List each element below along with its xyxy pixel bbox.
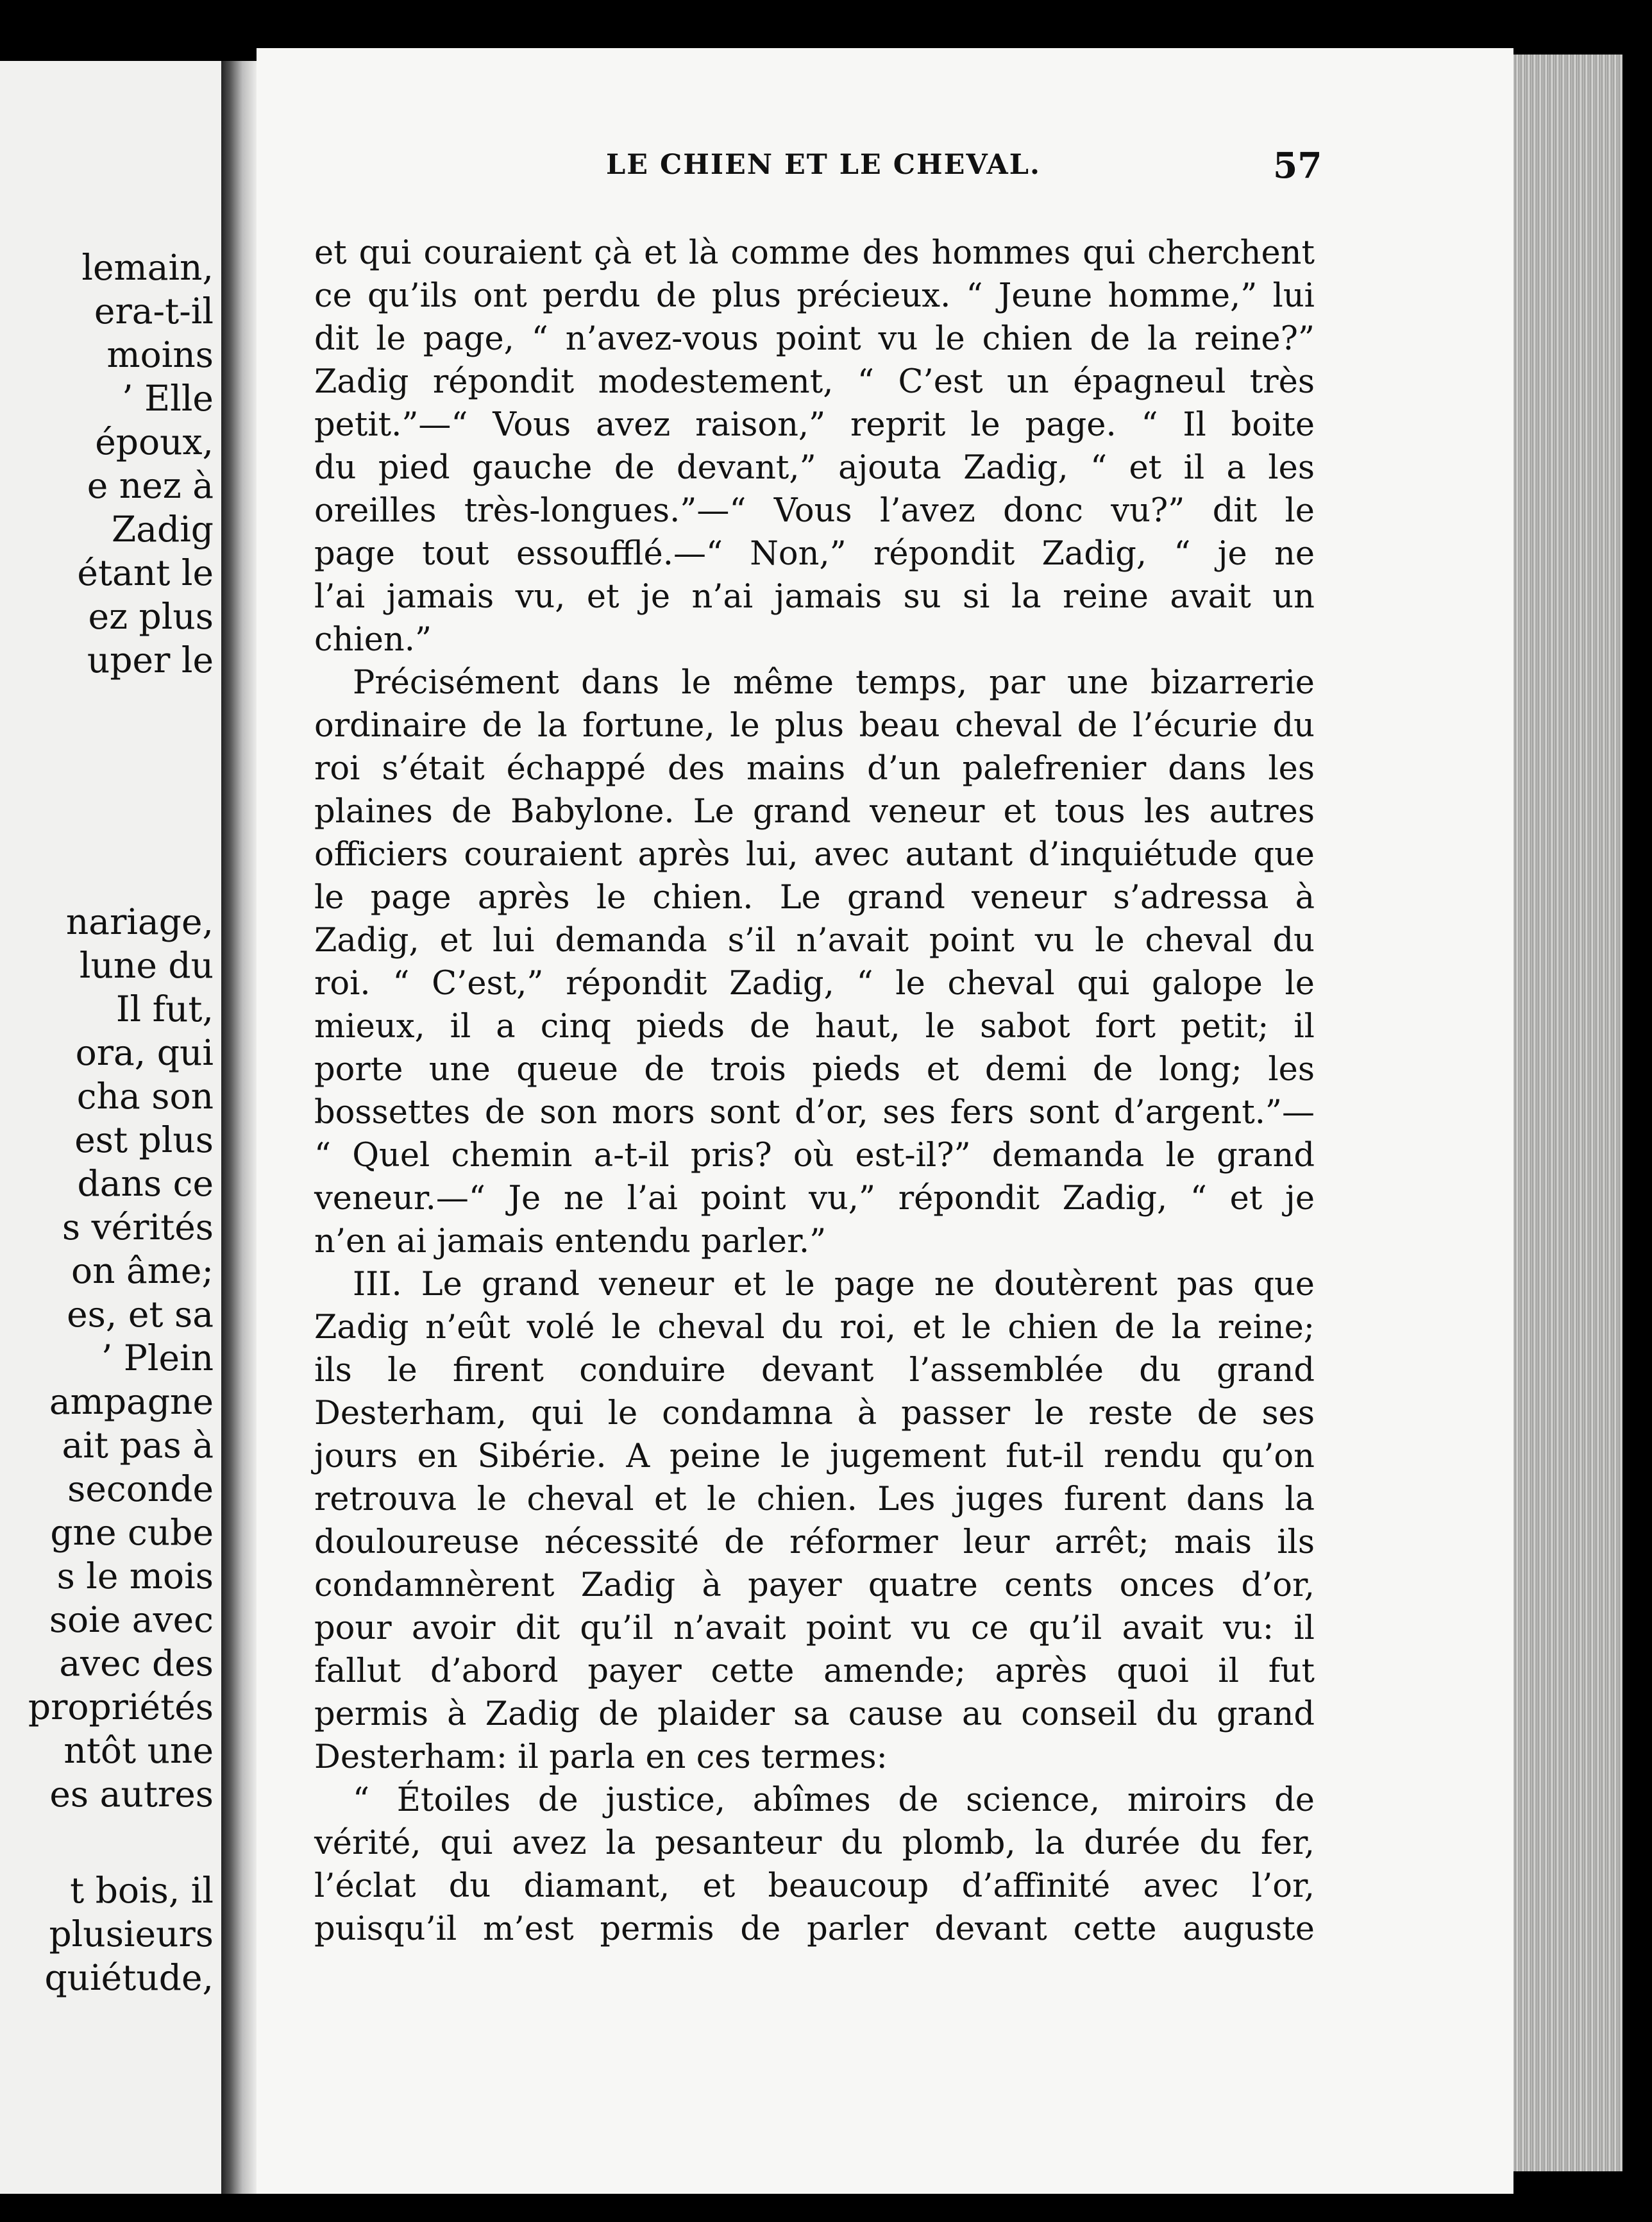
left-line: uper le bbox=[87, 640, 214, 681]
page-number: 57 bbox=[1273, 144, 1322, 186]
text-line: ils le firent conduire devant l’assemblée du grand bbox=[314, 1352, 1315, 1389]
book-gutter bbox=[221, 61, 257, 2194]
text-line: plaines de Babylone. Le grand veneur et tous les autres bbox=[314, 793, 1315, 831]
text-line: Zadig n’eût volé le cheval du roi, et le chien de la reine; bbox=[314, 1309, 1315, 1346]
text-line: et qui couraient çà et là comme des hommes qui cherchent bbox=[314, 234, 1315, 272]
left-line: gne cube bbox=[50, 1512, 214, 1553]
text-line: jours en Sibérie. A peine le jugement fut-il rendu qu’on bbox=[314, 1438, 1315, 1475]
running-head: LE CHIEN ET LE CHEVAL. bbox=[606, 149, 1041, 181]
text-line: retrouva le cheval et le chien. Les juges furent dans la bbox=[314, 1480, 1315, 1518]
left-line: ’ Elle bbox=[122, 378, 214, 419]
text-line: roi. “ C’est,” répondit Zadig, “ le cheval qui galope le bbox=[314, 965, 1315, 1003]
left-line: est plus bbox=[74, 1119, 214, 1160]
left-line: ait pas à bbox=[62, 1425, 214, 1466]
page-edges bbox=[1513, 55, 1622, 2171]
text-line: “ Quel chemin a-t-il pris? où est-il?” demanda le grand bbox=[314, 1137, 1315, 1175]
left-line: Il fut, bbox=[115, 988, 214, 1030]
left-line: Zadig bbox=[111, 509, 214, 550]
left-line: nariage, bbox=[65, 901, 214, 942]
left-line: moins bbox=[106, 334, 214, 375]
left-line: ntôt une bbox=[63, 1730, 214, 1771]
text-line: page tout essoufflé.—“ Non,” répondit Zadig, “ je ne bbox=[314, 535, 1315, 573]
left-line: seconde bbox=[67, 1468, 214, 1509]
left-line: dans ce bbox=[77, 1163, 214, 1204]
left-line: propriétés bbox=[28, 1686, 214, 1727]
text-line: oreilles très-longues.”—“ Vous l’avez donc vu?” dit le bbox=[314, 492, 1315, 530]
text-line: condamnèrent Zadig à payer quatre cents onces d’or, bbox=[314, 1566, 1315, 1604]
left-line: plusieurs bbox=[49, 1913, 214, 1955]
text-line: Desterham: il parla en ces termes: bbox=[314, 1738, 888, 1776]
left-line: étant le bbox=[77, 552, 214, 593]
text-line: l’ai jamais vu, et je n’ai jamais su si la reine avait un bbox=[314, 578, 1315, 616]
text-line: douloureuse nécessité de réformer leur arrêt; mais ils bbox=[314, 1523, 1315, 1561]
text-line: fallut d’abord payer cette amende; après quoi il fut bbox=[314, 1652, 1315, 1690]
left-line: s le mois bbox=[56, 1556, 214, 1597]
text-line: bossettes de son mors sont d’or, ses fers sont d’argent.”— bbox=[314, 1094, 1315, 1132]
text-line: veneur.—“ Je ne l’ai point vu,” répondit Zadig, “ et je bbox=[314, 1180, 1315, 1217]
left-line: es, et sa bbox=[67, 1294, 214, 1335]
left-line: soie avec bbox=[49, 1599, 214, 1640]
text-line: le page après le chien. Le grand veneur s’adressa à bbox=[314, 879, 1315, 917]
left-line: avec des bbox=[59, 1643, 214, 1684]
left-page bbox=[0, 61, 221, 2194]
left-line: on âme; bbox=[71, 1250, 214, 1291]
text-line: petit.”—“ Vous avez raison,” reprit le page. “ Il boite bbox=[314, 406, 1315, 444]
left-line: e nez à bbox=[87, 465, 214, 506]
text-line: Desterham, qui le condamna à passer le reste de ses bbox=[314, 1395, 1315, 1432]
left-line: cha son bbox=[76, 1076, 214, 1117]
left-line: lune du bbox=[79, 945, 214, 986]
text-line: n’en ai jamais entendu parler.” bbox=[314, 1223, 827, 1260]
text-line: mieux, il a cinq pieds de haut, le sabot fort petit; il bbox=[314, 1008, 1315, 1046]
left-line: quiétude, bbox=[44, 1957, 214, 1998]
left-line: lemain, bbox=[81, 247, 214, 288]
left-line: s vérités bbox=[62, 1207, 214, 1248]
text-line: Précisément dans le même temps, par une bizarrerie bbox=[353, 664, 1315, 702]
text-line: officiers couraient après lui, avec autant d’inquiétude que bbox=[314, 836, 1315, 874]
text-line: Zadig répondit modestement, “ C’est un épagneul très bbox=[314, 363, 1315, 401]
left-line: era-t-il bbox=[94, 291, 214, 332]
text-line: chien.” bbox=[314, 621, 432, 659]
text-line: pour avoir dit qu’il n’avait point vu ce qu’il avait vu: il bbox=[314, 1609, 1315, 1647]
left-line: ampagne bbox=[49, 1381, 214, 1422]
text-line: “ Étoiles de justice, abîmes de science, miroirs de bbox=[353, 1781, 1315, 1819]
text-line: du pied gauche de devant,” ajouta Zadig, “ et il a les bbox=[314, 449, 1315, 487]
text-line: dit le page, “ n’avez-vous point vu le chien de la reine?” bbox=[314, 320, 1315, 358]
text-line: ce qu’ils ont perdu de plus précieux. “ Jeune homme,” lui bbox=[314, 277, 1315, 315]
left-line: ora, qui bbox=[75, 1032, 214, 1073]
text-line: ordinaire de la fortune, le plus beau cheval de l’écurie du bbox=[314, 707, 1315, 745]
left-line: époux, bbox=[95, 421, 214, 462]
left-line: ’ Plein bbox=[101, 1337, 214, 1378]
text-line: vérité, qui avez la pesanteur du plomb, la durée du fer, bbox=[314, 1824, 1315, 1862]
text-line: Zadig, et lui demanda s’il n’avait point vu le cheval du bbox=[314, 922, 1315, 960]
left-line: ez plus bbox=[88, 596, 214, 637]
text-line: puisqu’il m’est permis de parler devant cette auguste bbox=[314, 1910, 1315, 1948]
text-line: roi s’était échappé des mains d’un palefrenier dans les bbox=[314, 750, 1315, 788]
text-line: l’éclat du diamant, et beaucoup d’affinité avec l’or, bbox=[314, 1867, 1315, 1905]
text-line: porte une queue de trois pieds et demi de long; les bbox=[314, 1051, 1315, 1089]
text-line: III. Le grand veneur et le page ne doutèrent pas que bbox=[353, 1266, 1315, 1303]
left-line: es autres bbox=[49, 1774, 214, 1815]
text-line: permis à Zadig de plaider sa cause au conseil du grand bbox=[314, 1695, 1315, 1733]
left-line: t bois, il bbox=[70, 1870, 214, 1911]
